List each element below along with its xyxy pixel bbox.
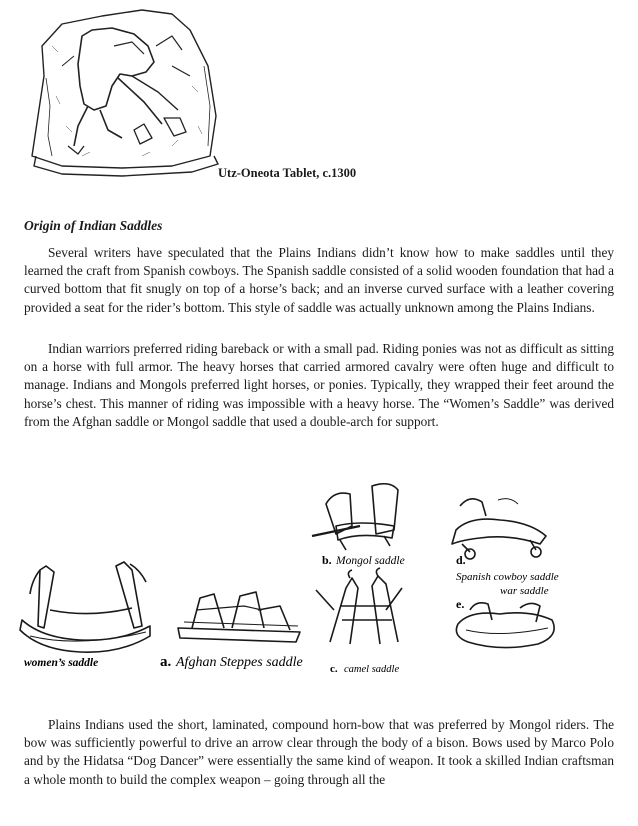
paragraph-1: Several writers have speculated that the Plains Indians didn’t know how to make saddles until they learned the craft from Spanish cowboys. The Spanish saddle consisted of a solid wooden foundation that had a curved bottom that fit snugly on top of a horse’s back; and an inverse curved surface with a leather covering provided a seat for the rider’s bottom. This style of saddle was actually unknown among the Plains Indians. [24, 245, 614, 315]
label-spanish-letter: d. [456, 553, 466, 567]
camel-saddle-drawing [316, 568, 402, 644]
label-afghan-saddle: Afghan Steppes saddle [176, 655, 303, 670]
label-camel-saddle: camel saddle [344, 664, 400, 675]
paragraph-2: Indian warriors preferred riding bareback or with a small pad. Riding ponies was not as difficult as sitting on a horse with full armor. The heavy horses that carried armored cavalry were often huge and difficult to manage. Indians and Mongols preferred light horses, or ponies. Typically, they wrapped their feet around the horse’s chest. This manner of riding was impossible with a heavy horse. The “Women’s Saddle” was derived from the Afghan saddle or Mongol saddle that used a double-arch for support. [24, 341, 614, 429]
label-mongol-saddle: Mongol saddle [336, 555, 405, 567]
tablet-caption: Utz-Oneota Tablet, c.1300 [218, 166, 357, 180]
utz-oneota-tablet-illustration [22, 6, 240, 184]
womens-saddle-drawing [20, 562, 150, 652]
label-war-saddle: war saddle [500, 585, 549, 597]
mongol-saddle-drawing [312, 484, 398, 550]
spanish-saddle-drawing [452, 499, 546, 559]
label-camel-letter: c. [330, 663, 338, 675]
label-war-letter: e. [456, 597, 465, 611]
section-heading: Origin of Indian Saddles [24, 218, 163, 233]
paragraph-3: Plains Indians used the short, laminated, compound horn-bow that was preferred by Mongol riders. The bow was sufficiently powerful to drive an arrow clear through the body of a bison. Bows used by Marco Polo and by the Hidatsa “Dog Dancer” were essentially the same kind of weapon. It took a skilled Indian craftsman a whole month to build the complex weapon – going through all the [24, 717, 614, 787]
afghan-saddle-drawing [178, 592, 300, 642]
label-spanish-saddle: Spanish cowboy saddle [456, 571, 559, 583]
saddle-types-illustration [0, 460, 638, 680]
war-saddle-drawing [456, 603, 554, 648]
label-mongol-letter: b. [322, 553, 332, 567]
label-afghan-letter: a. [160, 654, 172, 670]
label-womens-saddle: women’s saddle [24, 657, 99, 669]
